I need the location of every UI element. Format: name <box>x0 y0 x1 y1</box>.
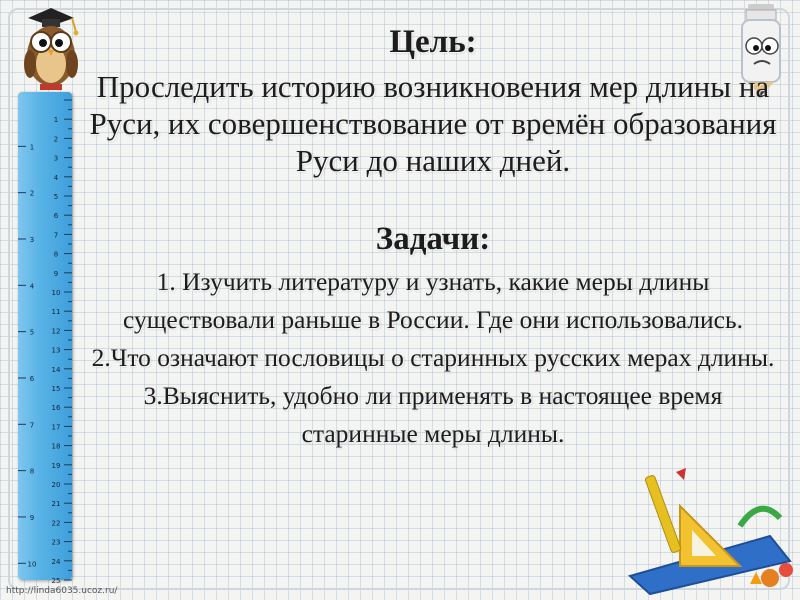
ruler-number: 8 <box>29 467 35 476</box>
ruler-number: 10 <box>51 289 61 297</box>
ruler-number: 9 <box>29 513 35 522</box>
ruler-number: 1 <box>53 116 59 125</box>
task-item: 3.Выяснить, удобно ли применять в настоящее время старинные меры длины. <box>143 381 723 448</box>
ruler-number: 10 <box>27 560 37 569</box>
owl-teacher-icon <box>18 4 84 94</box>
ruler-number: 12 <box>51 327 61 336</box>
slide-content <box>88 22 778 453</box>
ruler-number: 8 <box>53 250 59 259</box>
ruler-number: 25 <box>51 577 61 585</box>
ruler-number: 7 <box>53 231 59 240</box>
ruler-number: 24 <box>51 557 61 566</box>
ruler-number: 18 <box>51 442 61 451</box>
ruler-number: 21 <box>51 500 61 509</box>
ruler-number: 15 <box>51 385 61 393</box>
ruler-number: 11 <box>51 308 61 317</box>
ruler-number: 4 <box>29 282 35 291</box>
task-list <box>88 263 778 453</box>
ruler-number: 3 <box>53 154 59 163</box>
ruler-number: 2 <box>53 135 59 144</box>
ruler-number: 4 <box>53 173 59 182</box>
ruler-number: 17 <box>51 423 61 432</box>
task-item: 1. Изучить литературу и узнать, какие меры длины существовали раньше в России. Где они использовались. <box>123 267 743 334</box>
tasks-heading: Задачи: <box>375 221 491 257</box>
source-link[interactable]: http://linda6035.ucoz.ru/ <box>6 586 118 596</box>
goal-heading: Цель: <box>389 24 477 60</box>
ruler-number: 20 <box>51 481 61 489</box>
ruler-number: 13 <box>51 346 61 355</box>
ruler-number: 7 <box>29 421 35 430</box>
ruler-number: 16 <box>51 404 61 413</box>
ruler-number: 9 <box>53 269 59 278</box>
ruler-number: 22 <box>51 519 61 528</box>
school-tools-icon <box>620 466 798 596</box>
ruler-number: 23 <box>51 538 61 547</box>
ruler-number: 5 <box>29 328 35 337</box>
ruler-number: 5 <box>53 193 59 201</box>
ruler-number: 6 <box>53 212 59 221</box>
ruler-number: 1 <box>29 143 35 152</box>
ruler-number: 19 <box>51 461 61 470</box>
ruler-decoration <box>18 92 72 585</box>
task-item: 2.Что означают пословицы о старинных русских мерах длины. <box>91 343 775 372</box>
ruler-number: 2 <box>29 189 35 198</box>
ruler-number: 3 <box>29 235 35 244</box>
goal-text: Проследить историю возникновения мер длины на Руси, их совершенствование от времён образования Руси до наших дней. <box>89 69 777 178</box>
ruler-number: 14 <box>51 365 61 374</box>
ruler-number: 6 <box>29 374 35 383</box>
